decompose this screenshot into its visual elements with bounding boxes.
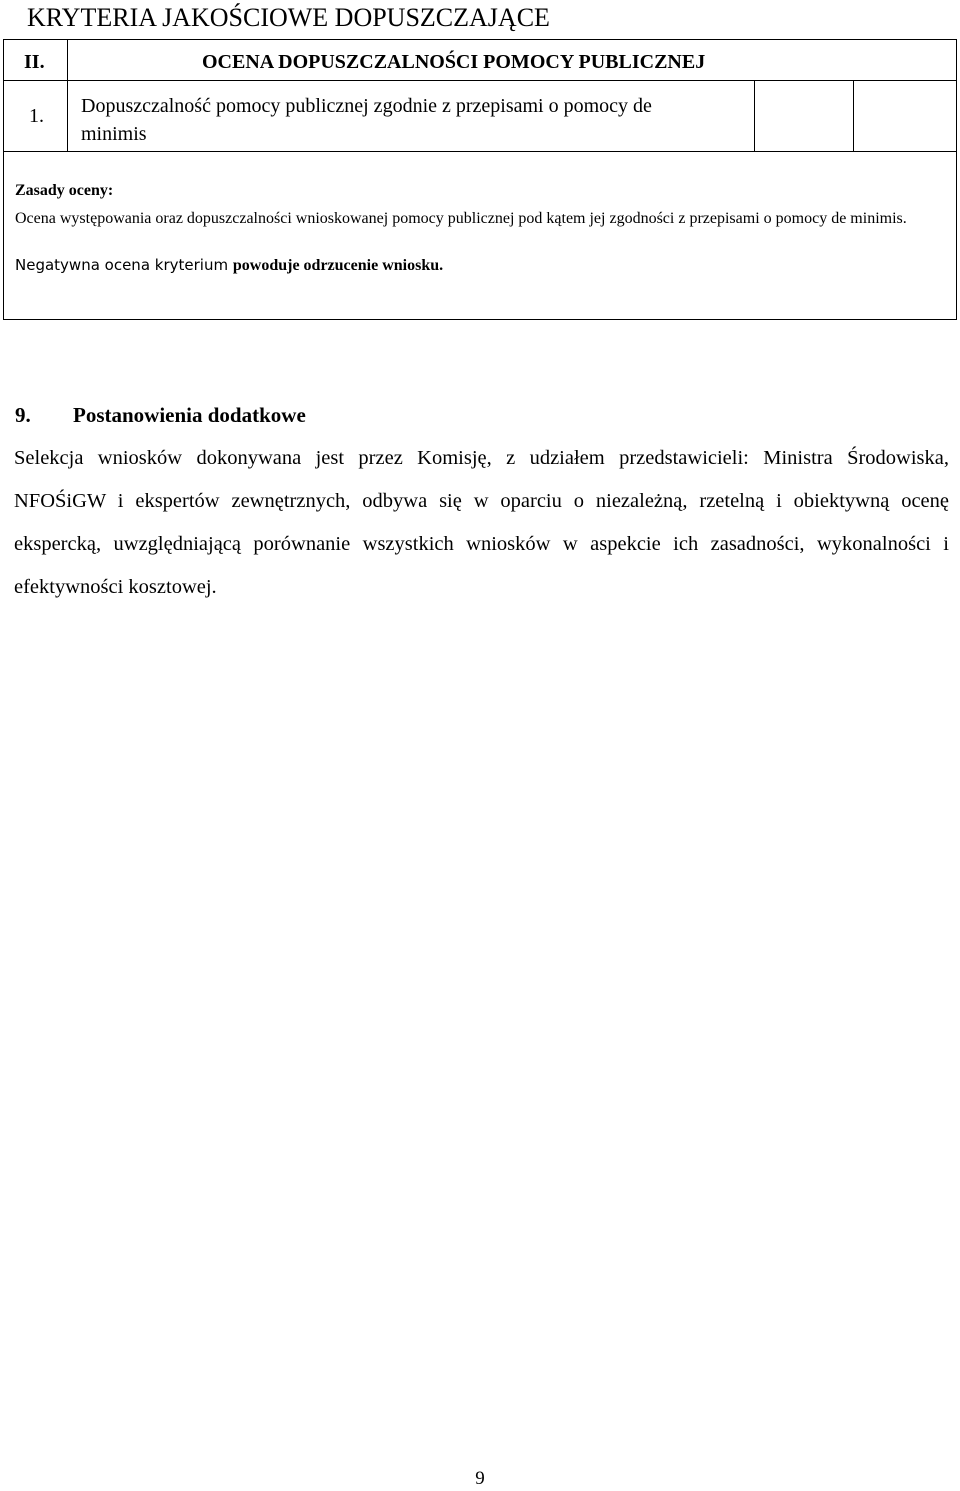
section-9-paragraph: Selekcja wniosków dokonywana jest przez Komisję, z udziałem przedstawicieli: Ministra Środowiska, NFOŚiGW i ekspertów zewnętrznych, odbywa się w oparciu o niezależną, rzetelną i obiektywną ocenę ekspercką, uwzględniającą porównanie wszystkich wniosków w aspekcie ich zasadności, wykonalności i efektywności kosztowej. xyxy=(14,447,949,598)
table-row-divider xyxy=(4,151,956,152)
table-col-divider xyxy=(853,80,854,151)
criterion-title: Dopuszczalność pomocy publicznej zgodnie z przepisami o pomocy de minimis xyxy=(81,95,652,145)
document-heading: KRYTERIA JAKOŚCIOWE DOPUSZCZAJĄCE xyxy=(27,3,550,32)
section-9-number: 9. xyxy=(15,403,31,427)
criterion-number: 1. xyxy=(29,105,44,127)
negative-assessment-note xyxy=(15,254,945,277)
section-title: OCENA DOPUSZCZALNOŚCI POMOCY PUBLICZNEJ xyxy=(202,51,706,73)
page-number: 9 xyxy=(475,1468,485,1489)
negative-consequence: powoduje odrzucenie wniosku. xyxy=(232,257,444,274)
section-number: II. xyxy=(24,51,45,73)
criteria-table xyxy=(3,39,957,320)
rules-body: Ocena występowania oraz dopuszczalności wnioskowanej pomocy publicznej pod kątem jej zgodności z przepisami o pomocy de minimis. xyxy=(15,210,907,227)
rules-label: Zasady oceny: xyxy=(15,182,114,199)
table-row-divider xyxy=(4,80,956,81)
table-col-divider xyxy=(754,80,755,151)
section-9-heading xyxy=(15,402,306,428)
section-9-title: Postanowienia dodatkowe xyxy=(73,403,306,427)
negative-prefix: Negatywna ocena kryterium xyxy=(15,256,229,274)
evaluation-rules xyxy=(15,180,945,277)
table-col-divider xyxy=(67,40,68,151)
